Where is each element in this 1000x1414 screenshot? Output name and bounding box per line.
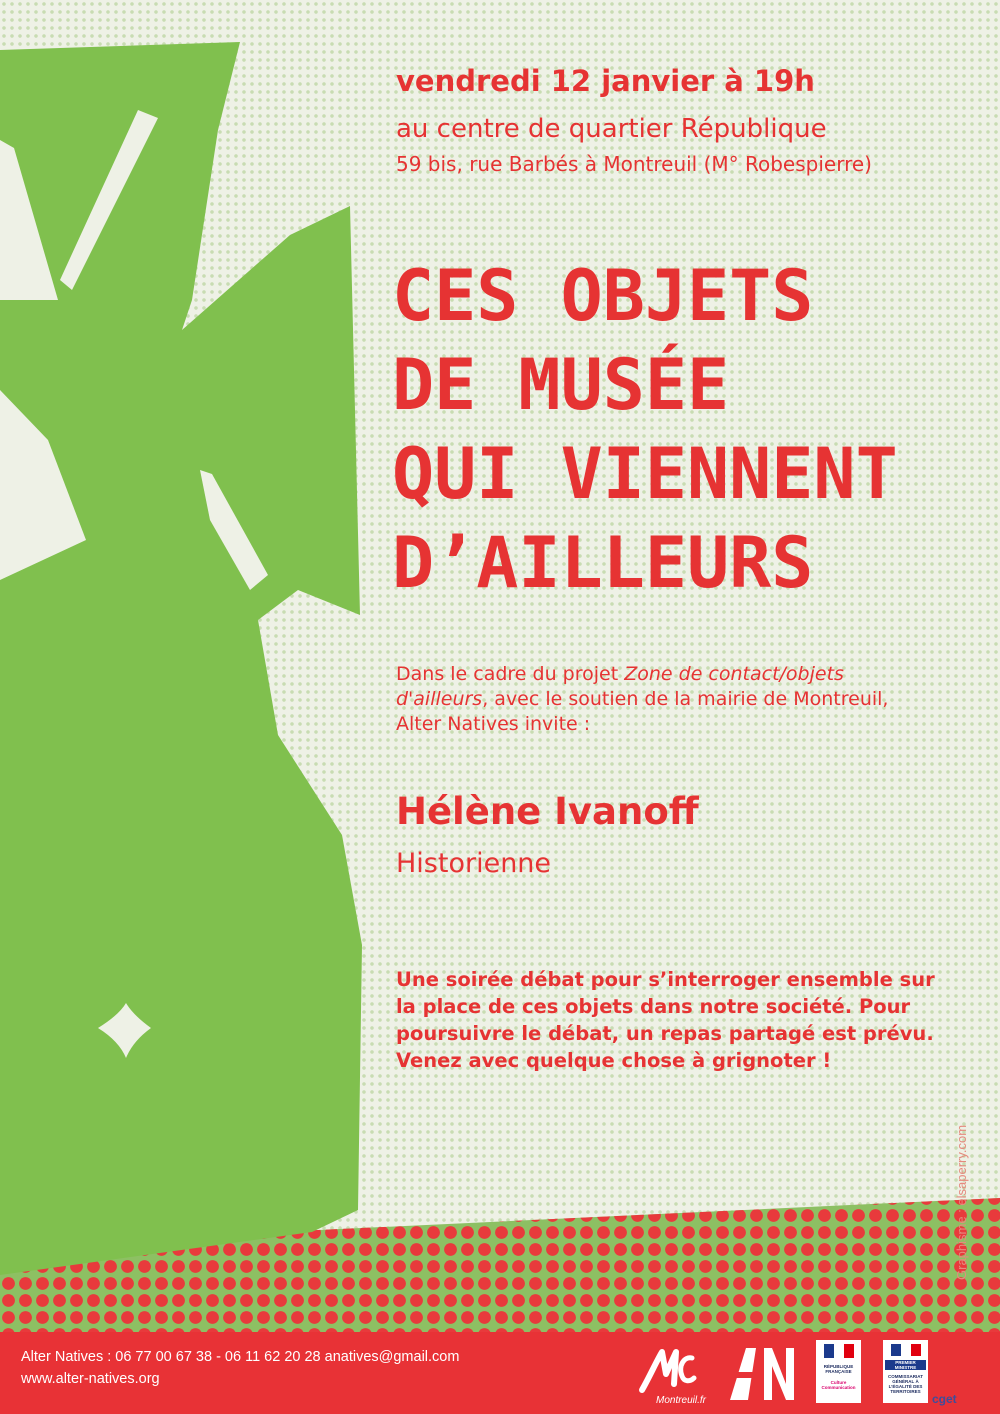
mask-silhouette [0, 42, 362, 1275]
montreuil-caption: Montreuil.fr [656, 1395, 707, 1406]
alter-natives-logo [720, 1344, 800, 1404]
intro-suffix: , avec le soutien de la mairie de Montreuil, Alter Natives invite : [396, 688, 889, 735]
title-line: DE MUSÉE [392, 344, 730, 426]
intro-prefix: Dans le cadre du projet [396, 663, 625, 685]
premier-ministre-label: PREMIER MINISTRE [885, 1360, 926, 1370]
cget-wordmark: cget [932, 1392, 957, 1406]
project-name: Zone de contact/objets d'ailleurs [396, 663, 844, 710]
title-line: CES OBJETS [392, 255, 814, 337]
cget-logo-card [883, 1340, 928, 1403]
republique-label: RÉPUBLIQUE FRANÇAISE [823, 1364, 854, 1374]
speaker-role: Historienne [396, 848, 552, 879]
footer-contact: Alter Natives : 06 77 00 67 38 - 06 11 62 20 28 anatives@gmail.com [21, 1349, 460, 1365]
title-line: QUI VIENNENT [392, 433, 898, 515]
event-date: vendredi 12 janvier à 19h [396, 64, 815, 98]
culture-label: Culture Communication [821, 1380, 856, 1390]
poster-title [392, 252, 992, 608]
event-venue: au centre de quartier République [396, 114, 827, 144]
design-credit: Graphisme : elsaperry.com [954, 1124, 969, 1280]
intro-text [396, 662, 936, 737]
title-line: D’AILLEURS [392, 522, 814, 604]
montreuil-logo [636, 1344, 700, 1396]
partner-logos [636, 1340, 996, 1410]
footer-website[interactable]: www.alter-natives.org [21, 1371, 160, 1387]
flag-icon [883, 1342, 928, 1362]
event-description: Une soirée débat pour s’interroger ensemble sur la place de ces objets dans notre société. Pour poursuivre le débat, un repas partagé est prévu. Venez avec quelque chose à grignoter ! [396, 968, 935, 1072]
footer [0, 1332, 1000, 1414]
republique-francaise-logo [816, 1340, 861, 1403]
speaker-name: Hélène Ivanoff [396, 790, 699, 833]
event-address: 59 bis, rue Barbés à Montreuil (M° Robespierre) [396, 152, 872, 176]
commissariat-label: COMMISSARIAT GÉNÉRAL À L’ÉGALITÉ DES TERRITOIRES [888, 1374, 923, 1394]
marianne-icon [816, 1342, 861, 1362]
